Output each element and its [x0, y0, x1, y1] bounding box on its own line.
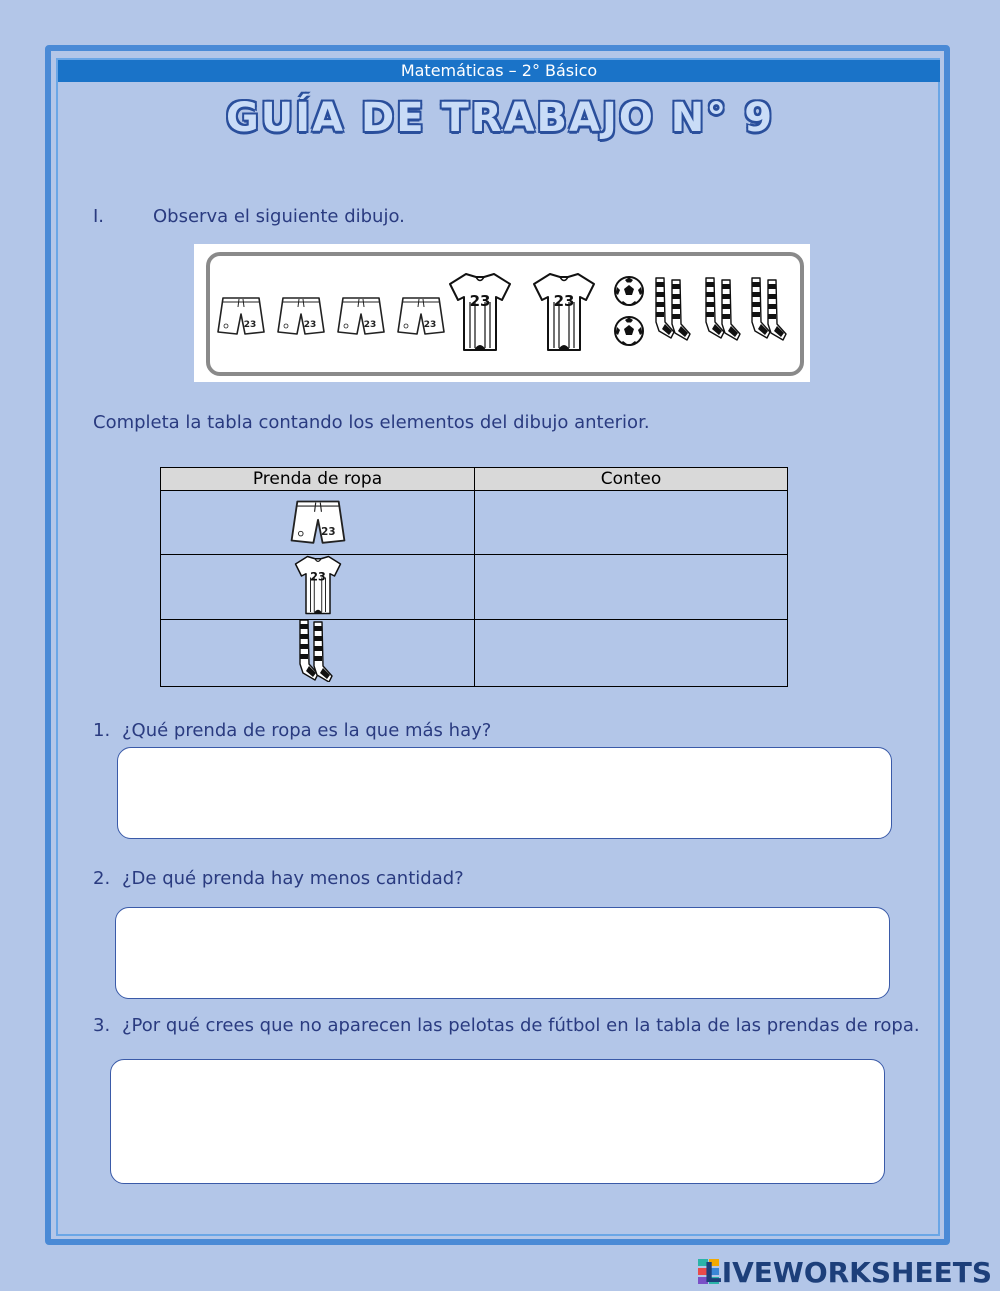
- item-cell: [161, 491, 475, 555]
- table-instruction: Completa la tabla contando los elementos del dibujo anterior.: [93, 412, 650, 433]
- table-row: [161, 620, 788, 687]
- subject-header: Matemáticas – 2° Básico: [58, 60, 940, 82]
- shorts-icon: [338, 298, 384, 334]
- section-instruction: Observa el siguiente dibujo.: [153, 206, 405, 227]
- question-text: ¿De qué prenda hay menos cantidad?: [122, 868, 464, 889]
- question-number: 3.: [93, 1015, 111, 1036]
- clothing-illustration: [210, 256, 800, 372]
- soccer-ball-icon: [615, 317, 643, 345]
- question-number: 2.: [93, 868, 111, 889]
- table-row: [161, 555, 788, 620]
- question-number: 1.: [93, 720, 111, 741]
- shorts-icon: [398, 298, 444, 334]
- jersey-icon: [291, 555, 345, 615]
- column-header: Prenda de ropa: [161, 468, 475, 491]
- question-text: ¿Por qué crees que no aparecen las pelotas de fútbol en la tabla de las prendas de ropa.: [122, 1015, 920, 1036]
- table-header-row: [161, 468, 788, 491]
- sock-icon: [722, 280, 740, 340]
- answer-box-2[interactable]: [115, 907, 890, 999]
- count-cell[interactable]: [475, 555, 788, 620]
- sock-icon: [768, 280, 786, 340]
- section-number: I.: [93, 206, 105, 227]
- question-text: ¿Qué prenda de ropa es la que más hay?: [122, 720, 492, 741]
- jersey-icon: [450, 274, 510, 350]
- tally-table: [160, 467, 788, 687]
- sock-icon: [656, 278, 674, 338]
- shorts-icon: [287, 492, 349, 550]
- page-title: GUÍA DE TRABAJO N° 9: [225, 95, 775, 141]
- socks-icon: [296, 620, 340, 682]
- sock-icon: [752, 278, 770, 338]
- item-cell: [161, 555, 475, 620]
- count-cell[interactable]: [475, 491, 788, 555]
- soccer-ball-icon: [615, 277, 643, 305]
- shorts-icon: [278, 298, 324, 334]
- jersey-icon: [534, 274, 594, 350]
- count-cell[interactable]: [475, 620, 788, 687]
- answer-box-3[interactable]: [110, 1059, 885, 1184]
- answer-box-1[interactable]: [117, 747, 892, 839]
- liveworksheets-logo[interactable]: LIVEWORKSHEETS: [703, 1256, 992, 1289]
- shorts-icon: [218, 298, 264, 334]
- clothing-picture: [194, 244, 810, 382]
- sock-icon: [672, 280, 690, 340]
- picture-frame: [206, 252, 804, 376]
- column-header: Conteo: [475, 468, 788, 491]
- item-cell: [161, 620, 475, 687]
- table-row: [161, 491, 788, 555]
- sock-icon: [706, 278, 724, 338]
